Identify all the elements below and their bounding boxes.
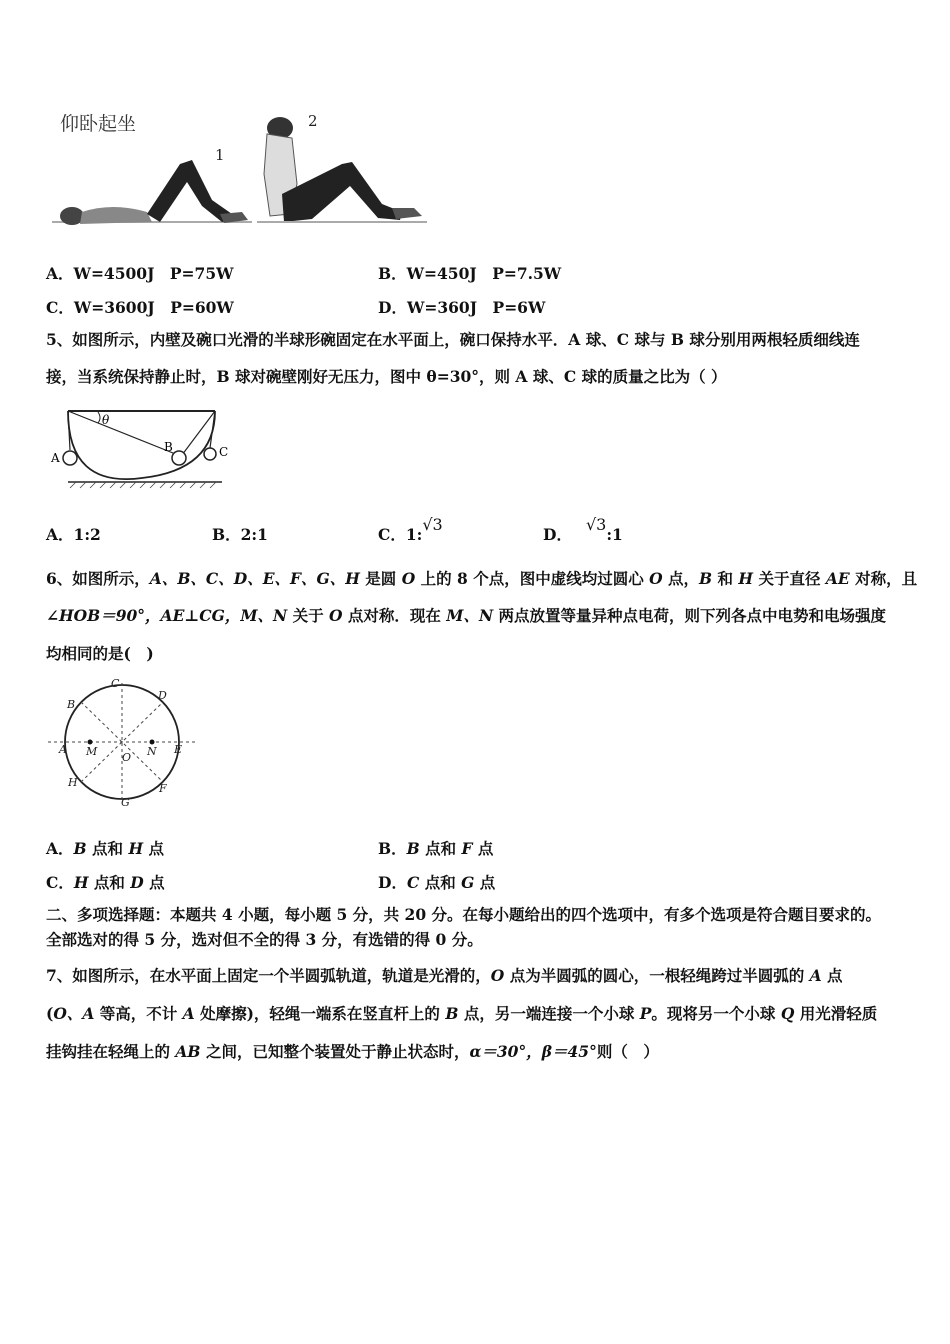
pt-h: H bbox=[68, 776, 78, 789]
option-text: W=3600J P=60W bbox=[73, 298, 234, 317]
option-letter: D． bbox=[378, 298, 407, 317]
pt-c: C bbox=[111, 677, 120, 690]
q7-ab: AB bbox=[175, 1042, 201, 1061]
q6-text: 对称，且 bbox=[849, 569, 918, 588]
q6-o: O bbox=[649, 569, 663, 588]
option-point: D bbox=[130, 873, 144, 892]
q6-stem-line3: 均相同的是( ) bbox=[46, 644, 154, 663]
q6-option-a[interactable] bbox=[46, 837, 164, 859]
option-text: 点 bbox=[143, 873, 165, 892]
q6-text: 6、如图所示， bbox=[46, 569, 150, 588]
person-sitting-icon bbox=[257, 117, 427, 222]
pt-a: A bbox=[59, 743, 67, 756]
q6-ae: AE bbox=[825, 569, 850, 588]
q7-text: 点为半圆弧的圆心，一根轻绳跨过半圆弧的 bbox=[504, 966, 810, 985]
q7-text: 等高，不计 bbox=[94, 1004, 183, 1023]
q6-text: 是圆 bbox=[359, 569, 402, 588]
option-letter: D． bbox=[543, 525, 572, 544]
q5-option-c[interactable] bbox=[378, 515, 443, 545]
q7-o: O bbox=[490, 966, 505, 985]
q7-stem-line2 bbox=[46, 1004, 877, 1024]
q7-stem-line1 bbox=[46, 966, 843, 986]
sqrt3: √3 bbox=[585, 515, 607, 534]
section2-heading-line2: 全部选对的得 5 分，选对但不全的得 3 分，有选错的得 0 分。 bbox=[46, 930, 483, 949]
pt-g: G bbox=[121, 796, 130, 809]
q7-text: ( bbox=[46, 1004, 54, 1023]
q7-q: Q bbox=[780, 1004, 795, 1023]
q5-option-d[interactable] bbox=[543, 515, 623, 545]
theta-label: θ bbox=[102, 413, 110, 427]
q6-angle: ∠HOB＝90°，AE⊥CG， bbox=[46, 606, 241, 625]
option-text: 点和 bbox=[419, 839, 462, 858]
option-point: B bbox=[406, 839, 420, 858]
q5-stem-line1: 5、如图所示，内壁及碗口光滑的半球形碗固定在水平面上，碗口保持水平．A 球、C 球与 B 球分别用两根轻质细线连 bbox=[46, 330, 860, 349]
ball-a bbox=[63, 451, 77, 465]
charge-n bbox=[150, 740, 155, 745]
q7-a: A bbox=[809, 966, 822, 985]
pt-m: M bbox=[86, 745, 98, 758]
ball-b bbox=[172, 451, 186, 465]
q7-text: 点，另一端连接一个小球 bbox=[458, 1004, 640, 1023]
pt-n: N bbox=[147, 745, 157, 758]
q6-option-b[interactable] bbox=[378, 837, 493, 859]
option-text: 2:1 bbox=[240, 525, 268, 544]
q7-stem-line3 bbox=[46, 1042, 659, 1062]
option-point: H bbox=[128, 839, 144, 858]
option-point: H bbox=[73, 873, 89, 892]
q6-mn: M、N bbox=[446, 606, 494, 625]
q7-text: 处摩擦)，轻绳一端系在竖直杆上的 bbox=[194, 1004, 446, 1023]
option-letter: C． bbox=[378, 525, 406, 544]
q6-text: 点对称．现在 bbox=[342, 606, 447, 625]
option-letter: C． bbox=[46, 873, 74, 892]
bowl-drawing bbox=[50, 400, 240, 490]
q6-text: 和 bbox=[712, 569, 739, 588]
option-suffix: :1 bbox=[606, 525, 623, 544]
option-text: W=450J P=7.5W bbox=[406, 264, 562, 283]
charge-m bbox=[88, 740, 93, 745]
situp-figure bbox=[52, 104, 442, 239]
option-text: 点和 bbox=[419, 873, 462, 892]
option-text: 点和 bbox=[86, 839, 129, 858]
option-letter: A． bbox=[46, 264, 74, 283]
situp-label-2: 2 bbox=[308, 112, 318, 130]
option-text: 点 bbox=[143, 839, 164, 858]
situp-drawing bbox=[52, 104, 442, 239]
label-c: C bbox=[219, 445, 229, 459]
situp-label-1: 1 bbox=[215, 146, 225, 164]
q7-text: 7、如图所示，在水平面上固定一个半圆弧轨道，轨道是光滑的， bbox=[46, 966, 491, 985]
q5-option-a[interactable] bbox=[46, 523, 101, 545]
q6-o: O bbox=[328, 606, 343, 625]
q6-stem-line1 bbox=[46, 569, 917, 589]
option-text: 点 bbox=[472, 839, 494, 858]
q7-text: 挂钩挂在轻绳上的 bbox=[46, 1042, 176, 1061]
option-point: F bbox=[461, 839, 473, 858]
option-letter: B． bbox=[378, 839, 407, 858]
section2-heading-line1: 二、多项选择题：本题共 4 小题，每小题 5 分，共 20 分。在每小题给出的四个选项中，有多个选项是符合题目要求的。 bbox=[46, 905, 882, 924]
ball-c bbox=[204, 448, 216, 460]
option-letter: B． bbox=[378, 264, 407, 283]
sqrt3: √3 bbox=[422, 515, 443, 534]
q4-option-b[interactable] bbox=[378, 262, 561, 284]
q6-points: A、B、C、D、E、F、G、H bbox=[149, 569, 360, 588]
pt-d: D bbox=[158, 689, 167, 702]
option-point: G bbox=[461, 873, 475, 892]
q6-b: B bbox=[699, 569, 713, 588]
pt-e: E bbox=[174, 743, 183, 756]
q6-text: 点， bbox=[662, 569, 700, 588]
q7-text: 则（ ） bbox=[596, 1042, 659, 1061]
option-text: 1: bbox=[405, 525, 423, 544]
q7-p: P bbox=[639, 1004, 652, 1023]
q4-option-c[interactable] bbox=[46, 296, 234, 318]
q7-text: 之间，已知整个装置处于静止状态时， bbox=[200, 1042, 470, 1061]
label-a: A bbox=[51, 451, 60, 465]
option-text: W=360J P=6W bbox=[406, 298, 546, 317]
option-letter: A． bbox=[46, 525, 74, 544]
q6-text: 关于直径 bbox=[753, 569, 826, 588]
q7-text: 。现将另一个小球 bbox=[651, 1004, 781, 1023]
option-text: 点 bbox=[474, 873, 496, 892]
q7-a: A bbox=[182, 1004, 195, 1023]
q7-text: 用光滑轻质 bbox=[794, 1004, 878, 1023]
q6-text: 关于 bbox=[287, 606, 329, 625]
q6-text: 两点放置等量异种点电荷，则下列各点中电势和电场强度 bbox=[493, 606, 887, 625]
q6-text: 上的 8 个点，图中虚线均过圆心 bbox=[415, 569, 650, 588]
option-letter: C． bbox=[46, 298, 74, 317]
q6-mn: M、N bbox=[240, 606, 288, 625]
pt-b: B bbox=[67, 698, 76, 711]
circle-drawing bbox=[48, 675, 198, 810]
pt-f: F bbox=[159, 782, 167, 795]
q6-option-c[interactable] bbox=[46, 871, 165, 893]
q7-angles: α＝30°，β＝45° bbox=[469, 1042, 597, 1061]
option-point: B bbox=[73, 839, 87, 858]
option-text: 1:2 bbox=[73, 525, 101, 544]
q4-option-a[interactable] bbox=[46, 262, 234, 284]
bowl-figure bbox=[50, 400, 240, 490]
q6-option-d[interactable] bbox=[378, 871, 495, 893]
circle-figure bbox=[48, 675, 198, 810]
option-letter: B． bbox=[212, 525, 241, 544]
option-letter: A． bbox=[46, 839, 74, 858]
q7-text: 点 bbox=[821, 966, 843, 985]
person-lying-icon bbox=[52, 160, 252, 225]
q4-option-d[interactable] bbox=[378, 296, 545, 318]
q6-o: O bbox=[401, 569, 416, 588]
option-text: 点和 bbox=[88, 873, 131, 892]
option-letter: D． bbox=[378, 873, 407, 892]
q7-b: B bbox=[445, 1004, 459, 1023]
option-text: W=4500J P=75W bbox=[73, 264, 234, 283]
option-point: C bbox=[406, 873, 420, 892]
label-b: B bbox=[164, 440, 173, 454]
q5-stem-line2: 接，当系统保持静止时，B 球对碗壁刚好无压力，图中 θ=30°，则 A 球、C 球的质量之比为（ ） bbox=[46, 367, 727, 386]
q5-option-b[interactable] bbox=[212, 523, 268, 545]
situp-caption: 仰卧起坐 bbox=[60, 113, 137, 135]
q6-h: H bbox=[738, 569, 754, 588]
pt-o: O bbox=[122, 751, 132, 764]
ground-hatch bbox=[70, 482, 216, 488]
q6-stem-line2 bbox=[46, 606, 886, 626]
q7-oa: O、A bbox=[53, 1004, 95, 1023]
